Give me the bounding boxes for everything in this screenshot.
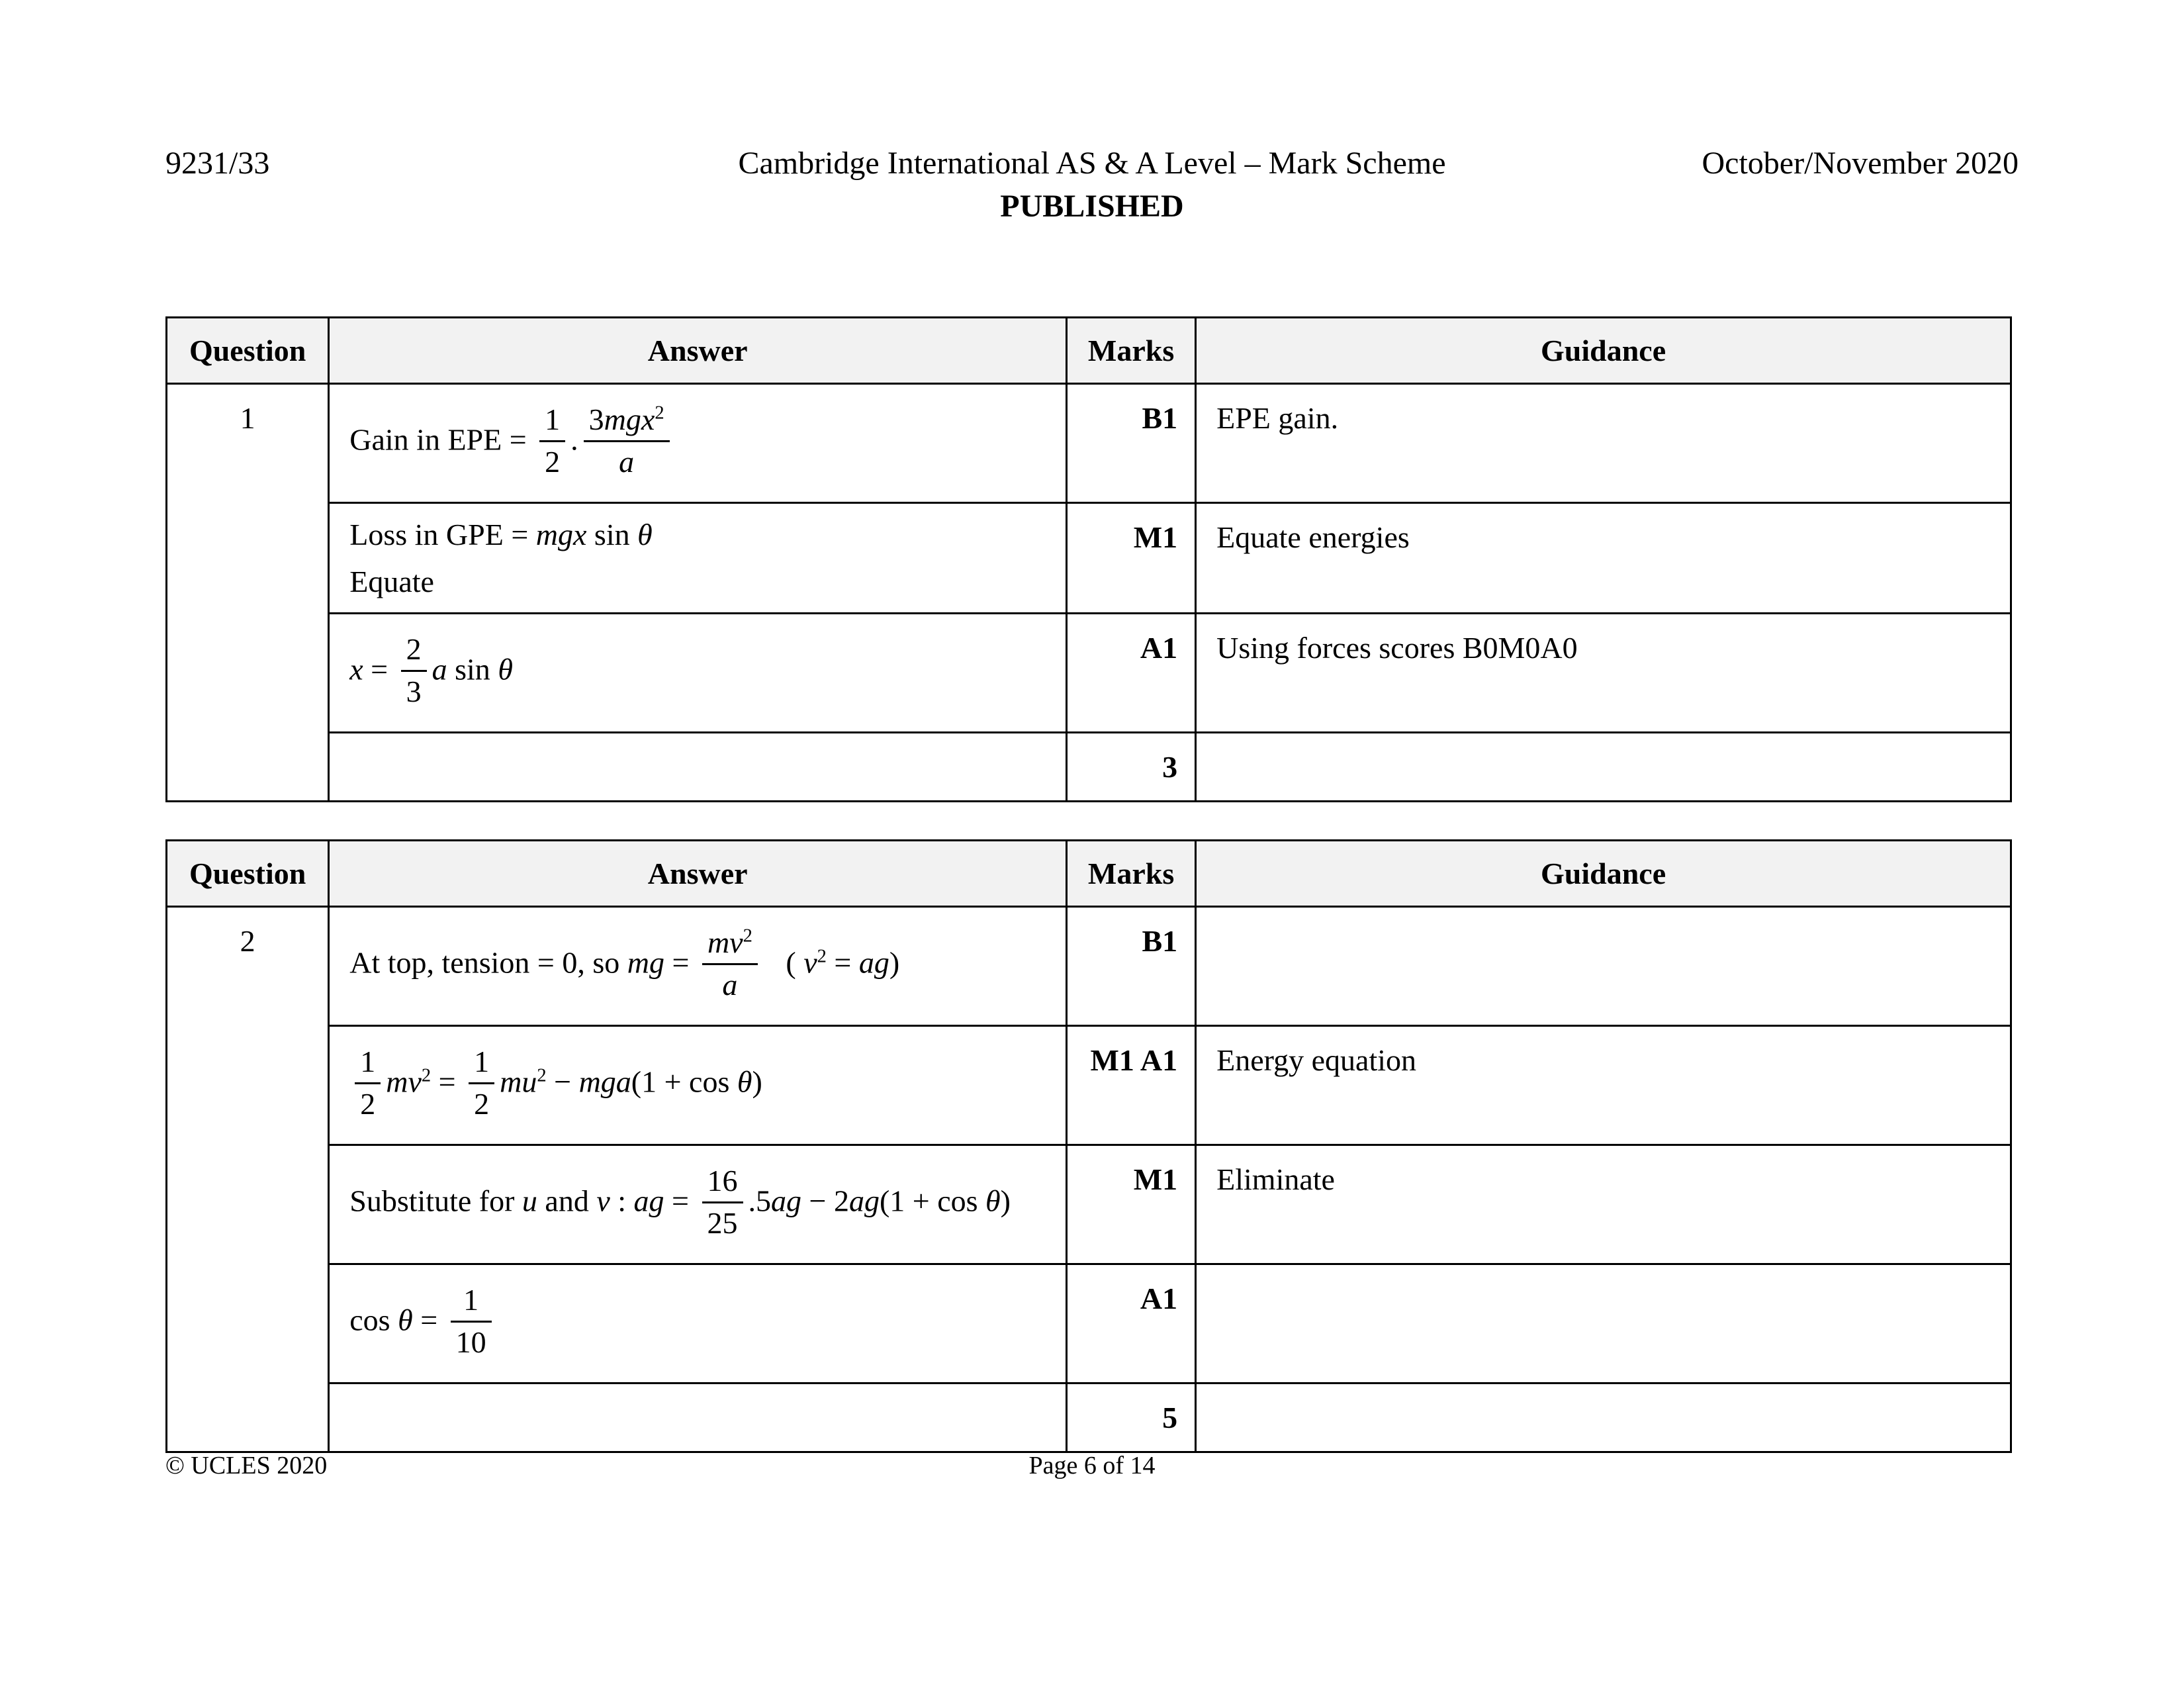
fraction: $\frac{1}{2}$ xyxy=(539,402,565,480)
total-row xyxy=(167,1383,2011,1452)
marks-cell: A1 xyxy=(1067,614,1196,733)
column-header-guidance: Guidance xyxy=(1196,318,2011,384)
answer-cell xyxy=(329,384,1067,503)
column-header-question: Question xyxy=(167,841,329,907)
table-row xyxy=(167,614,2011,733)
mark-scheme-tables xyxy=(165,316,2012,1453)
answer-expression: Gain in EPE = $\frac{1}{2}$ . $\frac{3mgx^2}{a}$ xyxy=(349,404,1046,482)
table-row xyxy=(167,503,2011,614)
answer-expression: Equate xyxy=(349,565,434,598)
marks-cell: M1 xyxy=(1067,1145,1196,1264)
fraction: $\frac{1}{2}$ xyxy=(355,1044,381,1122)
column-header-question: Question xyxy=(167,318,329,384)
page-number: Page 6 of 14 xyxy=(1028,1452,1156,1479)
table-row xyxy=(167,384,2011,503)
question-number: 1 xyxy=(167,384,329,802)
guidance-cell: Using forces scores B0M0A0 xyxy=(1196,614,2011,733)
column-header-marks: Marks xyxy=(1067,318,1196,384)
fraction: $\frac{1}{2}$ xyxy=(469,1044,494,1122)
table-row xyxy=(167,907,2011,1026)
marks-cell: M1 A1 xyxy=(1067,1026,1196,1145)
document-header xyxy=(165,142,2019,228)
mark-scheme-table-q1 xyxy=(165,316,2012,802)
column-header-answer: Answer xyxy=(329,841,1067,907)
answer-expression: Substitute for u and v : ag = $\frac{16}{25}$ .5ag − 2ag(1 + cos θ) xyxy=(349,1165,1046,1243)
footer-spacer xyxy=(1156,1451,2019,1480)
question-number: 2 xyxy=(167,907,329,1452)
marks-cell: A1 xyxy=(1067,1264,1196,1383)
answer-expression: Loss in GPE = mgx sin θ xyxy=(349,518,653,551)
table-row xyxy=(167,1264,2011,1383)
total-marks: 5 xyxy=(1067,1383,1196,1452)
answer-cell xyxy=(329,1383,1067,1452)
table-row xyxy=(167,1026,2011,1145)
guidance-cell xyxy=(1196,1264,2011,1383)
fraction: $\frac{16}{25}$ xyxy=(702,1163,743,1241)
marks-cell: B1 xyxy=(1067,384,1196,503)
guidance-cell xyxy=(1196,907,2011,1026)
guidance-cell xyxy=(1196,733,2011,802)
answer-cell xyxy=(329,907,1067,1026)
guidance-cell: EPE gain. xyxy=(1196,384,2011,503)
total-marks: 3 xyxy=(1067,733,1196,802)
document-title: Cambridge International AS & A Level – Mark Scheme xyxy=(738,146,1446,181)
mark-scheme-table-q2 xyxy=(165,839,2012,1453)
answer-expression: x = $\frac{2}{3}$ a sin θ xyxy=(349,633,1046,712)
answer-cell xyxy=(329,733,1067,802)
column-header-marks: Marks xyxy=(1067,841,1196,907)
session-date: October/November 2020 xyxy=(1702,146,2019,181)
marks-cell: M1 xyxy=(1067,503,1196,614)
paper-code: 9231/33 xyxy=(165,146,270,181)
fraction: $\frac{mv^2}{a}$ xyxy=(702,925,758,1003)
guidance-cell: Eliminate xyxy=(1196,1145,2011,1264)
fraction: $\frac{3mgx^2}{a}$ xyxy=(584,402,670,480)
document-footer xyxy=(165,1451,2019,1480)
guidance-cell: Energy equation xyxy=(1196,1026,2011,1145)
answer-cell xyxy=(329,503,1067,614)
guidance-cell xyxy=(1196,1383,2011,1452)
answer-expression: At top, tension = 0, so mg = $\frac{mv^2}{a}$ ( $v^2 = ag$) xyxy=(349,927,1046,1005)
fraction: $\frac{1}{10}$ xyxy=(451,1282,492,1360)
copyright-notice: © UCLES 2020 xyxy=(165,1452,328,1479)
guidance-cell: Equate energies xyxy=(1196,503,2011,614)
published-label: PUBLISHED xyxy=(1000,188,1184,224)
column-header-guidance: Guidance xyxy=(1196,841,2011,907)
column-header-answer: Answer xyxy=(329,318,1067,384)
answer-cell xyxy=(329,1026,1067,1145)
fraction: $\frac{2}{3}$ xyxy=(401,632,427,710)
marks-cell: B1 xyxy=(1067,907,1196,1026)
answer-expression: $\frac{1}{2}$ $mv^2$ = $\frac{1}{2}$ $mu^2 - mga(1 + \cos \theta)$ xyxy=(349,1046,1046,1124)
answer-expression: cos θ = $\frac{1}{10}$ xyxy=(349,1284,1046,1362)
table-header-row xyxy=(167,318,2011,384)
table-header-row xyxy=(167,841,2011,907)
answer-cell xyxy=(329,614,1067,733)
table-row xyxy=(167,1145,2011,1264)
answer-cell xyxy=(329,1264,1067,1383)
total-row xyxy=(167,733,2011,802)
document-title-block xyxy=(738,142,1445,228)
answer-cell xyxy=(329,1145,1067,1264)
